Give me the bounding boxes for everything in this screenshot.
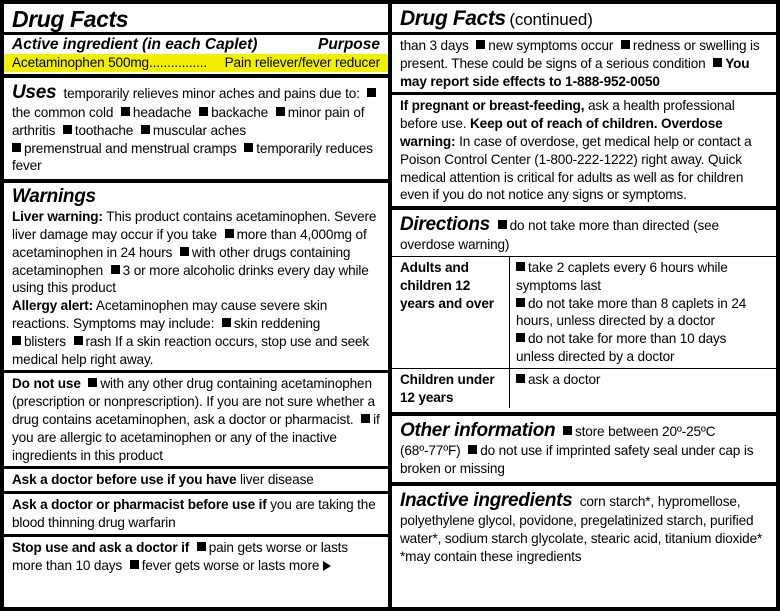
continued-box — [392, 4, 776, 206]
continued-stop-use — [392, 35, 776, 92]
bullet-icon — [12, 143, 21, 152]
bullet-icon — [199, 107, 208, 116]
stop-use-label: Stop use and ask a doctor if — [12, 539, 190, 555]
bullet-icon — [498, 220, 507, 229]
purpose-header: Purpose — [317, 36, 380, 53]
continue-arrow-icon — [323, 561, 331, 571]
other-information-title: Other information — [400, 420, 556, 442]
bullet-icon — [516, 333, 525, 342]
continued-item: new symptoms occur — [488, 38, 614, 53]
pregnancy-label: If pregnant or breast-feeding, — [400, 98, 585, 114]
liver-item: with other drugs containing acetaminophen — [12, 244, 351, 278]
allergy-item: blisters — [24, 333, 66, 349]
bullet-icon — [516, 262, 525, 271]
allergy-item: rash If a skin reaction occurs, stop use and seek medical help right away. — [12, 333, 370, 367]
keep-out-text: Keep out of reach of children. — [470, 116, 658, 132]
bullet-icon — [276, 107, 285, 116]
uses-item: the common cold — [12, 105, 114, 120]
ask-doctor-block — [4, 466, 388, 491]
uses-item: headache — [132, 105, 192, 120]
uses-item: minor pain of arthritis — [12, 105, 365, 138]
drug-facts-header-box — [4, 4, 388, 74]
children-directions — [510, 368, 776, 409]
do-not-use-item: with any other drug containing acetaminophen (prescription or nonprescription). If you are not sure whether a drug contains acetaminophen, ask a doctor or pharmacist. — [12, 376, 375, 427]
right-column — [392, 4, 776, 607]
bullet-icon — [225, 229, 234, 238]
bullet-icon — [121, 107, 130, 116]
children-item: ask a doctor — [528, 371, 601, 387]
bullet-icon — [516, 374, 525, 383]
other-item: store between 20º-25ºC (68º-77ºF) — [400, 424, 716, 459]
bullet-icon — [468, 445, 477, 454]
active-ingredient-row — [4, 54, 388, 72]
inactive-ingredients-text: corn starch*, hypromellose, polyethylene glycol, povidone, pregelatinized starch, purified water*, sodium starch glycolate, stearic acid, titanium dioxide* — [400, 493, 763, 546]
adults-label: Adults and children 12 years and over — [392, 257, 510, 368]
inactive-ingredients-title: Inactive ingredients — [400, 489, 573, 511]
adults-item: do not take for more than 10 days unless directed by a doctor — [516, 331, 727, 364]
allergy-alert-label: Allergy alert: — [12, 298, 94, 314]
stop-use-item: pain gets worse or lasts more than 10 days — [12, 539, 348, 573]
do-not-use-label: Do not use — [12, 376, 81, 392]
continued-text: than 3 days — [400, 38, 469, 53]
active-ingredient-header-row — [4, 35, 388, 54]
children-label: Children under 12 years — [392, 368, 510, 409]
warnings-section — [4, 183, 388, 607]
left-column — [4, 4, 388, 607]
directions-title: Directions — [400, 214, 490, 236]
side-effects-text: You may report side effects to 1-888-952-0050 — [400, 55, 750, 89]
bullet-icon — [111, 265, 120, 274]
ask-doctor-text: liver disease — [240, 472, 314, 488]
bullet-icon — [476, 40, 485, 49]
ask-doctor-label: Ask a doctor before use if you have — [12, 472, 237, 488]
ask-pharmacist-text: you are taking the blood thinning drug warfarin — [12, 497, 376, 530]
pregnancy-block — [392, 92, 776, 206]
liver-warning-label: Liver warning: — [12, 209, 103, 225]
bullet-icon — [197, 542, 206, 551]
drug-facts-title-wrap — [4, 4, 388, 35]
adults-item: take 2 caplets every 6 hours while symptoms last — [516, 259, 728, 293]
do-not-use-block — [4, 370, 388, 466]
directions-section — [392, 210, 776, 412]
continued-header — [392, 4, 776, 35]
purpose: Pain reliever/fever reducer — [224, 55, 380, 70]
overdose-label: Overdose warning: — [400, 116, 723, 149]
liver-item: 3 or more alcoholic drinks every day while using this product — [12, 262, 369, 296]
adults-directions — [510, 257, 776, 368]
bullet-icon — [621, 40, 630, 49]
bullet-icon — [222, 318, 231, 327]
uses-item: muscular aches — [152, 122, 246, 138]
uses-title: Uses — [12, 82, 57, 103]
inactive-ingredients-note: *may contain these ingredients — [400, 548, 582, 564]
uses-section — [4, 78, 388, 179]
bullet-icon — [63, 125, 72, 134]
pregnancy-text: ask a health professional before use. — [400, 98, 735, 132]
ask-pharmacist-label: Ask a doctor or pharmacist before use if — [12, 497, 267, 513]
bullet-icon — [361, 414, 370, 423]
overdose-text: In case of overdose, get medical help or contact a Poison Control Center (1-800-222-1222) right away. Quick medical attention is critical for adults as well as for children even if you do not notice any signs or symptoms. — [400, 133, 752, 203]
bullet-icon — [141, 125, 150, 134]
ask-pharmacist-block — [4, 491, 388, 534]
drug-facts-title-continued: Drug Facts — [400, 7, 506, 30]
bullet-icon — [367, 88, 376, 97]
drug-facts-title: Drug Facts — [12, 6, 129, 32]
stop-use-block — [4, 534, 388, 577]
bullet-icon — [244, 143, 253, 152]
stop-use-item: fever gets worse or lasts more — [141, 557, 320, 573]
liver-warning-text: This product contains acetaminophen. Severe liver damage may occur if you take — [12, 209, 377, 242]
bullet-icon — [516, 298, 525, 307]
directions-intro: do not take more than directed (see overdose warning) — [400, 218, 719, 253]
uses-item: premenstrual and menstrual cramps — [24, 140, 237, 156]
directions-table — [392, 256, 776, 408]
bullet-icon — [12, 336, 21, 345]
continued-item: redness or swelling is present. These could be signs of a serious condition — [400, 38, 760, 71]
continued-label: (continued) — [509, 10, 593, 29]
inactive-ingredients-section — [392, 486, 776, 607]
bullet-icon — [88, 378, 97, 387]
bullet-icon — [713, 58, 722, 67]
uses-intro: temporarily relieves minor aches and pains due to: — [63, 86, 360, 101]
uses-item: toothache — [74, 122, 134, 138]
liver-item: more than 4,000mg of acetaminophen in 24 hours — [12, 226, 367, 260]
uses-item: temporarily reduces fever — [12, 140, 373, 174]
warnings-title: Warnings — [12, 186, 96, 208]
bullet-icon — [74, 336, 83, 345]
allergy-item: skin reddening — [233, 315, 321, 331]
other-item: do not use if imprinted safety seal under cap is broken or missing — [400, 443, 754, 477]
uses-item: backache — [211, 105, 269, 120]
active-ingredient-header: Active ingredient (in each Caplet) — [12, 36, 258, 53]
adults-item: do not take more than 8 caplets in 24 hours, unless directed by a doctor — [516, 295, 747, 329]
warnings-main — [4, 183, 388, 370]
other-information-section — [392, 416, 776, 482]
do-not-use-item: if you are allergic to acetaminophen or any of the inactive ingredients in this product — [12, 411, 380, 463]
bullet-icon — [180, 247, 189, 256]
bullet-icon — [130, 560, 139, 569]
bullet-icon — [563, 426, 572, 435]
active-ingredient: Acetaminophen 500mg................ — [12, 55, 207, 70]
allergy-alert-text: Acetaminophen may cause severe skin reactions. Symptoms may include: — [12, 298, 328, 331]
